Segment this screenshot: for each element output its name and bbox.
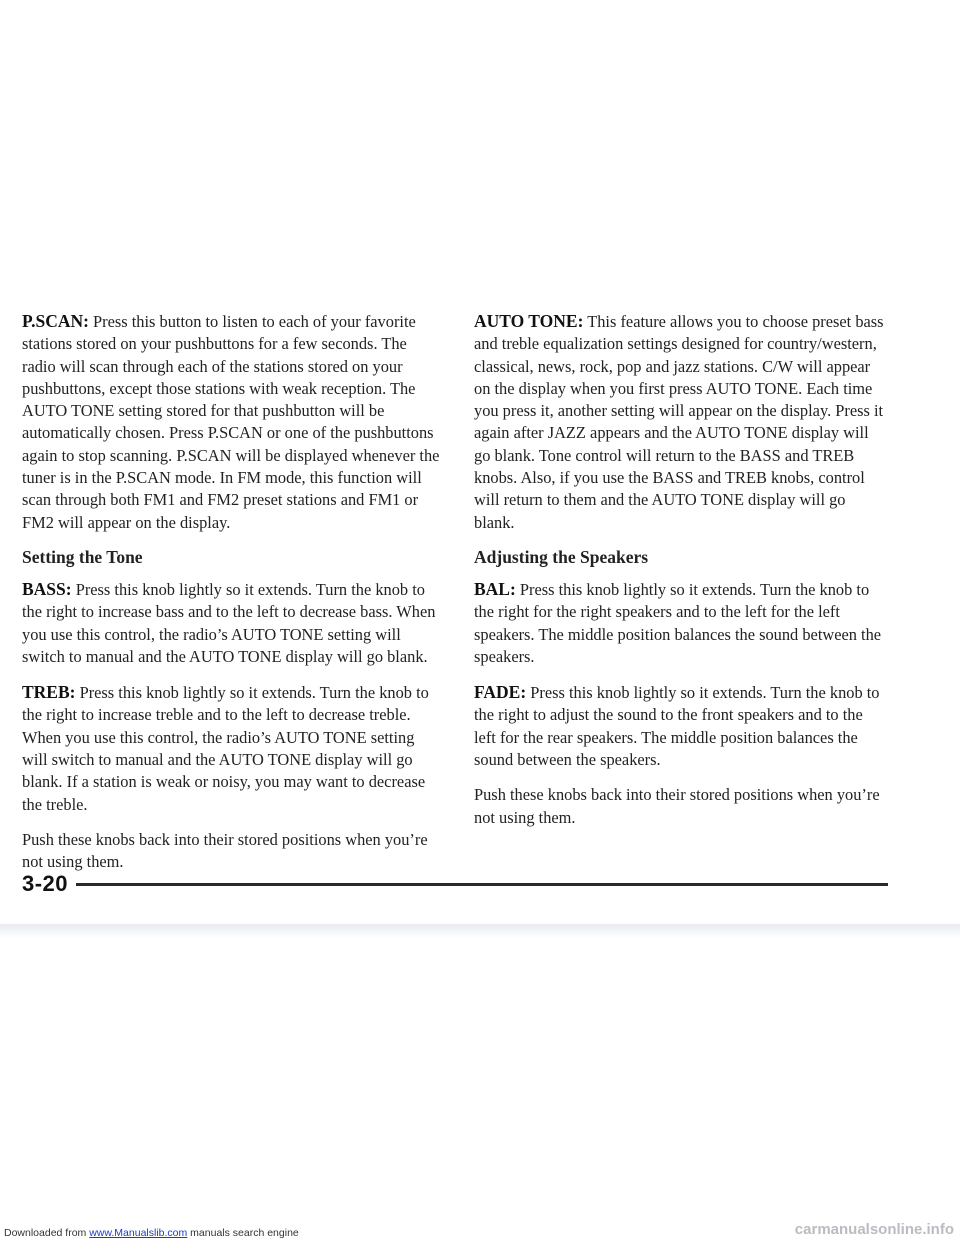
fade-text: Press this knob lightly so it extends. Turn the knob to the right to adjust the sound to the front speakers and to the left for the rear speakers. The middle position balances the sound between the speakers.: [474, 683, 880, 770]
treb-text: Press this knob lightly so it extends. Turn the knob to the right to increase treble and to the left to decrease treble. When you use this control, the radio’s AUTO TONE setting will switch to manual and the AUTO TONE display will go blank. If a station is weak or noisy, you may want to decrease the treble.: [22, 683, 429, 814]
right-column: [474, 310, 884, 842]
setting-the-tone-heading: Setting the Tone: [22, 546, 143, 567]
bal-text: Press this knob lightly so it extends. Turn the knob to the right for the right speakers and to the left for the left speakers. The middle position balances the sound between the speakers.: [474, 579, 882, 666]
bal-term: BAL:: [474, 578, 516, 599]
site-watermark: carmanualsonline.info: [794, 1221, 954, 1238]
download-prefix: Downloaded from: [4, 1227, 90, 1239]
fade-term: FADE:: [474, 682, 527, 703]
push-back-paragraph-left: Push these knobs back into their stored positions when you’re not using them.: [22, 829, 428, 872]
download-suffix: manuals search engine: [187, 1227, 299, 1239]
auto-tone-paragraph: [474, 310, 884, 534]
push-back-paragraph-right: Push these knobs back into their stored positions when you’re not using them.: [474, 785, 880, 827]
bass-paragraph: [22, 578, 442, 668]
page-number: 3-20: [22, 871, 69, 896]
auto-tone-term: AUTO TONE:: [474, 311, 584, 331]
footer-rule: [76, 883, 888, 886]
scan-edge-band: [0, 924, 960, 938]
bass-term: BASS:: [22, 578, 72, 599]
adjusting-the-speakers-heading: Adjusting the Speakers: [474, 546, 649, 567]
pscan-term: P.SCAN:: [22, 311, 89, 331]
pscan-text: Press this button to listen to each of your favorite stations stored on your pushbuttons for a few seconds. The radio will scan through each of the stations stored on your pushbuttons, except those stations with weak reception. The AUTO TONE setting stored for that pushbutton will be automatically chosen. Press P.SCAN or one of the pushbuttons again to stop scanning. P.SCAN will be displayed whenever the tuner is in the P.SCAN mode. In FM mode, this function will scan through both FM1 and FM2 preset stations and FM1 or FM2 will appear on the display.: [22, 312, 440, 532]
auto-tone-text: This feature allows you to choose preset bass and treble equalization settings designed for country/western, classical, news, rock, pop and jazz stations. C/W will appear on the display when you first press AUTO TONE. Each time you press it, another setting will appear on the display. Press it again after JAZZ appears and the AUTO TONE display will go blank. Tone control will return to the BASS and TREB knobs. Also, if you use the BASS and TREB knobs, control will return to them and the AUTO TONE display will go blank.: [474, 312, 884, 532]
page-footer: [22, 868, 888, 900]
left-column: [22, 310, 442, 887]
treb-paragraph: [22, 681, 442, 816]
bal-paragraph: [474, 578, 884, 668]
manualslib-link[interactable]: www.Manualslib.com: [89, 1227, 188, 1239]
fade-paragraph: [474, 681, 884, 771]
pscan-paragraph: [22, 310, 442, 534]
bass-text: Press this knob lightly so it extends. Turn the knob to the right to increase bass and to the left to decrease bass. When you use this control, the radio’s AUTO TONE setting will switch to manual and the AUTO TONE display will go blank.: [22, 579, 436, 666]
download-watermark: [4, 1227, 299, 1239]
treb-term: TREB:: [22, 682, 76, 703]
